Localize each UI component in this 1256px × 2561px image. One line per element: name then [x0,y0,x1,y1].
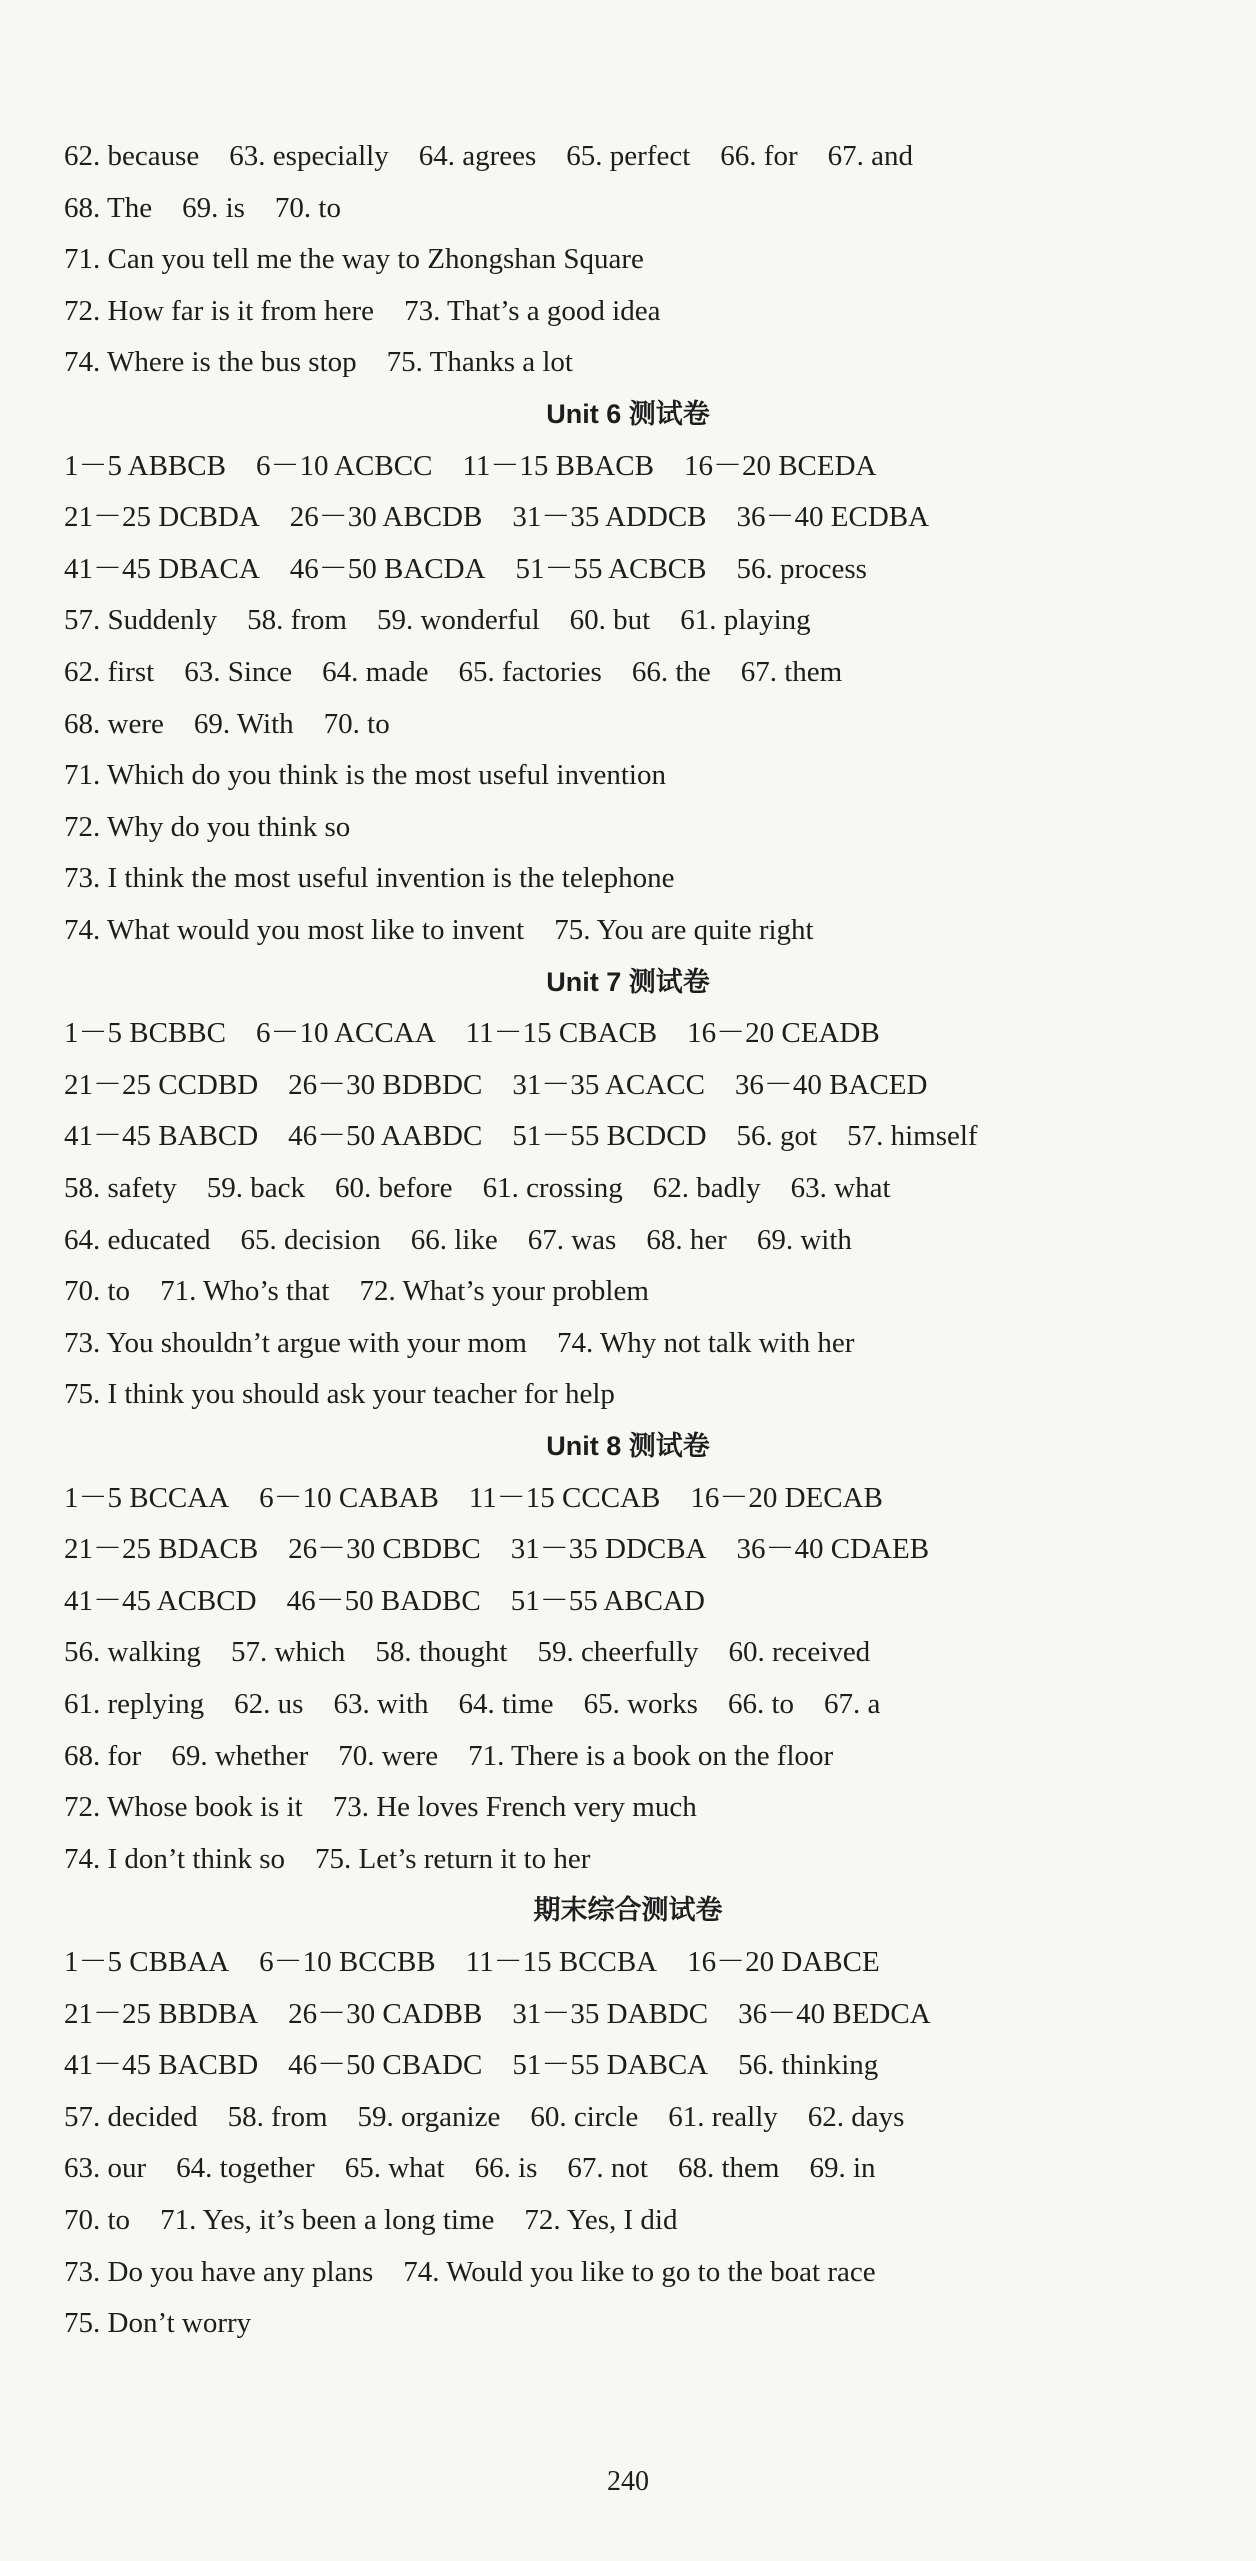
answer-item: 61. really [668,2100,778,2133]
answer-line [64,132,1196,180]
answer-item: 70. to [64,2204,131,2236]
answer-item: 75. Let’s return it to her [315,1842,591,1875]
answer-item: 64. agrees [418,140,537,172]
answer-line [64,1009,1196,1057]
answer-item: 57. himself [847,1120,978,1153]
answer-item: 41－45 BACBD [64,2049,259,2082]
answer-item: 57. Suddenly [64,604,218,637]
answer-line [64,2041,1196,2089]
answer-item: 61. replying [64,1688,205,1720]
answer-line [64,442,1196,490]
answer-item: 67. and [827,140,913,172]
answer-item: 71. Who’s that [160,1275,330,1308]
answer-item: 65. decision [240,1223,381,1256]
answer-item: 75. I think you should ask your teacher for help [64,1378,615,1411]
answer-item: 26－30 CADBB [288,1997,483,2030]
answer-item: 21－25 DCBDA [64,501,260,534]
answer-item: 26－30 CBDBC [288,1533,481,1566]
answer-item: 62. because [64,140,200,172]
answer-line [64,2299,1196,2347]
answer-item: 60. received [728,1636,871,1669]
answer-line [64,1732,1196,1780]
answer-item: 41－45 BABCD [64,1120,259,1153]
answer-item: 26－30 BDBDC [288,1068,483,1101]
answer-item: 72. Why do you think so [64,810,351,843]
answer-item: 60. but [569,604,651,637]
answer-item: 73. You shouldn’t argue with your mom [64,1326,527,1359]
answer-item: 59. back [206,1172,305,1204]
answer-item: 69. in [809,2152,876,2185]
answer-line [64,1370,1196,1418]
answer-item: 74. What would you most like to invent [64,914,525,946]
answer-line [64,493,1196,541]
answer-item: 63. what [790,1172,891,1204]
answer-item: 73. Do you have any plans [64,2255,374,2288]
answer-item: 51－55 BCDCD [512,1120,707,1153]
answer-line [64,2196,1196,2244]
answer-line [64,1061,1196,1109]
answer-item: 46－50 BADBC [286,1584,481,1617]
answer-item: 63. Since [184,656,293,688]
answer-item: 65. perfect [566,140,691,172]
answer-item: 36－40 BACED [734,1068,928,1101]
answer-item: 56. thinking [738,2049,879,2082]
answer-line [64,854,1196,902]
answer-item: 66. the [631,656,711,688]
answer-item: 31－35 DDCBA [510,1533,707,1566]
answer-item: 11－15 CCCAB [468,1481,661,1514]
answer-item: 69. With [193,707,294,740]
answer-item: 62. days [807,2100,905,2133]
answer-item: 1－5 BCCAA [64,1481,230,1514]
answer-item: 41－45 ACBCD [64,1584,257,1617]
section-heading: Unit 6 测试卷 [546,399,710,429]
answer-line [64,1835,1196,1883]
answer-item: 61. playing [680,604,811,637]
answer-item: 59. cheerfully [537,1636,699,1669]
answer-item: 51－55 DABCA [512,2049,709,2082]
answer-item: 74. I don’t think so [64,1842,285,1875]
answer-item: 1－5 BCBBC [64,1017,226,1050]
answer-item: 21－25 BDACB [64,1533,259,1566]
answer-line [64,1577,1196,1625]
answer-item: 74. Why not talk with her [556,1326,855,1359]
answer-item: 11－15 CBACB [465,1017,658,1050]
answer-item: 51－55 ABCAD [510,1584,705,1617]
answer-item: 66. for [720,140,798,172]
answer-item: 36－40 ECDBA [736,501,930,534]
answer-item: 71. There is a book on the floor [468,1739,834,1772]
answer-line [64,1938,1196,1986]
answer-item: 56. walking [64,1636,201,1669]
answer-item: 16－20 DABCE [687,1946,880,1978]
answer-item: 56. got [736,1120,818,1153]
answer-line [64,1525,1196,1573]
answer-item: 61. crossing [482,1172,623,1204]
answer-line [64,338,1196,386]
answer-item: 70. to [323,707,390,740]
answer-line [64,1267,1196,1315]
answer-item: 60. circle [530,2100,639,2133]
answer-item: 58. from [227,2100,328,2133]
answer-item: 62. us [234,1688,304,1720]
answer-item: 57. decided [64,2100,198,2133]
answer-item: 64. time [458,1688,554,1720]
page-number: 240 [607,2466,649,2497]
answer-item: 58. thought [375,1636,508,1669]
answer-item: 73. He loves French very much [332,1791,697,1824]
answer-item: 6－10 ACCAA [255,1017,436,1050]
answer-item: 36－40 CDAEB [736,1533,930,1566]
answer-item: 26－30 ABCDB [289,501,483,534]
section-heading: Unit 8 测试卷 [546,1431,710,1461]
answer-item: 65. works [583,1688,698,1720]
answer-item: 46－50 AABDC [288,1120,483,1153]
answer-item: 67. was [527,1223,617,1256]
answer-line [64,1628,1196,1676]
answer-item: 21－25 BBDBA [64,1997,259,2030]
answer-item: 69. with [756,1223,852,1256]
answer-item: 68. The [64,191,153,224]
answer-item: 66. like [410,1223,498,1256]
answer-item: 63. our [64,2152,147,2185]
answer-item: 31－35 DABDC [512,1997,709,2030]
answer-item: 74. Would you like to go to the boat race [403,2255,876,2288]
answer-item: 68. were [64,707,164,740]
answer-item: 68. for [64,1739,142,1772]
answer-item: 69. is [182,191,245,224]
answer-line [64,1112,1196,1160]
answer-item: 70. were [338,1739,439,1772]
answer-line [64,751,1196,799]
answer-item: 62. badly [652,1172,761,1204]
answer-item: 72. Whose book is it [64,1791,303,1824]
answer-item: 67. not [567,2152,648,2185]
answer-item: 31－35 ADDCB [512,501,707,534]
answer-item: 71. Can you tell me the way to Zhongshan Square [64,243,644,276]
answer-item: 64. together [176,2152,315,2185]
answer-item: 72. What’s your problem [359,1275,649,1308]
answer-line [64,2248,1196,2296]
answer-item: 63. especially [229,140,389,172]
answer-line [64,1680,1196,1728]
answer-item: 73. That’s a good idea [404,294,661,327]
answer-item: 6－10 BCCBB [259,1946,436,1978]
answer-item: 6－10 CABAB [259,1481,439,1514]
answer-item: 59. organize [357,2100,501,2133]
answer-line [64,596,1196,644]
answer-item: 41－45 DBACA [64,552,260,585]
answer-item: 62. first [64,656,155,688]
answer-item: 67. them [740,656,843,688]
answer-line [64,1990,1196,2038]
answer-item: 64. educated [64,1223,211,1256]
answer-item: 58. safety [64,1172,177,1204]
answer-line [64,1474,1196,1522]
answer-item: 71. Yes, it’s been a long time [160,2204,495,2236]
answer-item: 72. How far is it from here [64,294,375,327]
answer-item: 16－20 DECAB [690,1481,883,1514]
answer-item: 75. Don’t worry [64,2307,252,2340]
answer-item: 70. to [274,191,341,224]
answer-line [64,906,1196,954]
answer-item: 60. before [335,1172,453,1204]
answer-item: 74. Where is the bus stop [64,346,357,379]
answer-item: 73. I think the most useful invention is the telephone [64,862,675,895]
answer-item: 59. wonderful [376,604,540,637]
answer-line [64,1319,1196,1367]
answer-item: 65. factories [458,656,602,688]
answer-item: 57. which [230,1636,346,1669]
answer-item: 58. from [247,604,347,637]
answer-line [64,2144,1196,2192]
answer-item: 69. whether [171,1739,309,1772]
answer-item: 68. her [646,1223,727,1256]
answer-line [64,235,1196,283]
answer-item: 71. Which do you think is the most useful invention [64,759,666,792]
answer-line [64,1164,1196,1212]
answer-item: 51－55 ACBCB [515,552,707,585]
answer-item: 75. Thanks a lot [386,346,573,379]
answer-line [64,648,1196,696]
section-heading: 期末综合测试卷 [533,1895,723,1926]
answer-line [64,700,1196,748]
answer-item: 72. Yes, I did [524,2204,678,2236]
answer-line [64,184,1196,232]
answer-line [64,2093,1196,2141]
answer-item: 21－25 CCDBD [64,1068,259,1101]
answer-item: 46－50 BACDA [289,552,486,585]
answer-line [64,1216,1196,1264]
answer-item: 16－20 BCEDA [683,449,877,482]
answer-item: 1－5 CBBAA [64,1946,230,1978]
section-heading: Unit 7 测试卷 [546,966,710,997]
answer-item: 46－50 CBADC [288,2049,483,2082]
answer-item: 63. with [333,1688,429,1720]
answer-item: 31－35 ACACC [512,1068,705,1101]
answer-item: 36－40 BEDCA [738,1997,931,2030]
answer-item: 68. them [677,2152,780,2185]
answer-line [64,1783,1196,1831]
answer-item: 65. what [344,2152,445,2185]
answer-item: 70. to [64,1275,131,1308]
answer-item: 75. You are quite right [554,914,814,946]
answer-item: 11－15 BCCBA [465,1946,658,1978]
answer-line [64,287,1196,335]
answer-item: 1－5 ABBCB [64,449,226,482]
answer-item: 64. made [322,656,429,688]
answer-line [64,803,1196,851]
answer-item: 66. to [727,1688,795,1720]
answer-item: 11－15 BBACB [462,449,654,482]
answer-line [64,545,1196,593]
answer-item: 67. a [824,1688,881,1720]
answer-item: 56. process [736,552,867,585]
answer-item: 6－10 ACBCC [255,449,433,482]
answer-item: 66. is [474,2152,538,2185]
answer-item: 16－20 CEADB [687,1017,880,1050]
